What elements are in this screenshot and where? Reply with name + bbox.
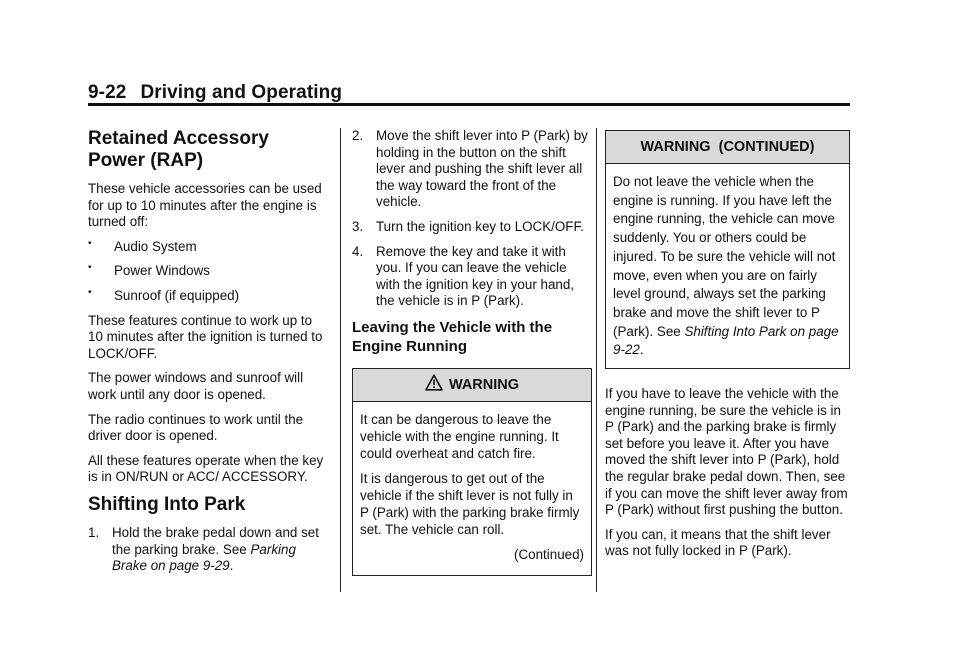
rap-intro: These vehicle accessories can be used for up to 10 minutes after the engine is turned off: <box>88 181 322 230</box>
column-1 <box>88 128 328 583</box>
leaving-paragraph: If you have to leave the vehicle with the engine running, be sure the vehicle is in P (Park) and the parking brake is firmly set before you leave it. After you have moved the shift lever into P (Park), hold the regular brake pedal down. Then, see if you can move the shift lever away from P (Park) without first pushing the button. <box>605 386 848 518</box>
warning-continued-title: WARNING (CONTINUED) <box>640 138 815 155</box>
list-item: • Audio System <box>88 237 197 254</box>
chapter-title: Driving and Operating <box>140 82 343 103</box>
continued-label: (Continued) <box>514 546 584 562</box>
step-number: 3. <box>352 218 364 234</box>
step-number: 1. <box>88 524 100 540</box>
rap-paragraph: The radio continues to work until the driver door is opened. <box>88 411 304 444</box>
warning-triangle-icon <box>425 374 443 396</box>
warning-continued-header <box>606 131 849 164</box>
step-text: Move the shift lever into P (Park) by holding in the button on the shift lever and pushing the shift lever all the way toward the front of the vehicle. <box>376 128 588 210</box>
warning-paragraph: Do not leave the vehicle when the engine is running. If you have left the engine running, the vehicle can move suddenly. You or others could be injured. To be sure the vehicle will not move, even when you are on fairly level ground, always set the parking brake and move the shift lever to P (Park). See Shifting Into Park on page 9-22. <box>613 174 839 358</box>
step-text: Hold the brake pedal down and set the parking brake. See <box>112 524 319 557</box>
rap-paragraph: All these features operate when the key is in ON/RUN or ACC/ ACCESSORY. <box>88 452 324 485</box>
column-divider-1 <box>340 128 341 592</box>
column-3 <box>605 128 850 568</box>
warning-header <box>353 369 591 402</box>
rap-paragraph: These features continue to work up to 10 minutes after the ignition is turned to LOCK/OFF. <box>88 312 323 361</box>
step-number: 4. <box>352 243 364 259</box>
warning-paragraph: It can be dangerous to leave the vehicle with the engine running. It could overheat and catch fire. <box>360 411 559 461</box>
page-header <box>88 82 342 104</box>
step-text: Remove the key and take it with you. If you can leave the vehicle with the ignition key in your hand, the vehicle is in P (Park). <box>376 243 575 309</box>
rap-section-title: Retained Accessory Power (RAP) <box>88 128 269 171</box>
step-number: 2. <box>352 128 364 143</box>
warning-paragraph: It is dangerous to get out of the vehicle if the shift lever is not fully in P (Park) with the parking brake firmly set. The vehicle can roll. <box>360 470 580 537</box>
list-item: • Power Windows <box>88 262 210 279</box>
warning-continued-box <box>605 130 850 369</box>
warning-continued-body <box>606 164 849 368</box>
header-rule <box>88 103 850 106</box>
leaving-vehicle-title: Leaving the Vehicle with the Engine Running <box>352 318 553 355</box>
park-section-title: Shifting Into Park <box>88 493 246 515</box>
park-steps-continued <box>352 128 592 310</box>
park-steps <box>88 525 328 575</box>
bullet-icon: • <box>88 237 92 249</box>
bullet-icon: • <box>88 286 92 298</box>
column-2 <box>352 128 592 576</box>
page-number: 9-22 <box>88 82 127 103</box>
bullet-icon: • <box>88 262 92 274</box>
parking-brake-link[interactable]: Parking Brake on page 9-29 <box>112 541 296 574</box>
step-item <box>352 244 592 310</box>
list-item: • Sunroof (if equipped) <box>88 286 240 303</box>
step-item <box>352 219 592 236</box>
step-item: 1. Hold the brake pedal down and set the parking brake. See Parking Brake on page 9-29. <box>88 524 319 574</box>
warning-box <box>352 368 592 576</box>
leaving-paragraph: If you can, it means that the shift lever was not fully locked in P (Park). <box>605 526 831 559</box>
rap-paragraph: The power windows and sunroof will work until any door is opened. <box>88 370 304 402</box>
step-item <box>352 128 592 211</box>
warning-body <box>353 402 591 575</box>
step-text: Turn the ignition key to LOCK/OFF. <box>376 218 584 234</box>
warning-title: WARNING <box>448 376 520 393</box>
column-divider-2 <box>596 128 597 592</box>
accessory-list <box>88 239 328 305</box>
shifting-into-park-link[interactable]: Shifting Into Park on page 9-22 <box>613 323 839 358</box>
